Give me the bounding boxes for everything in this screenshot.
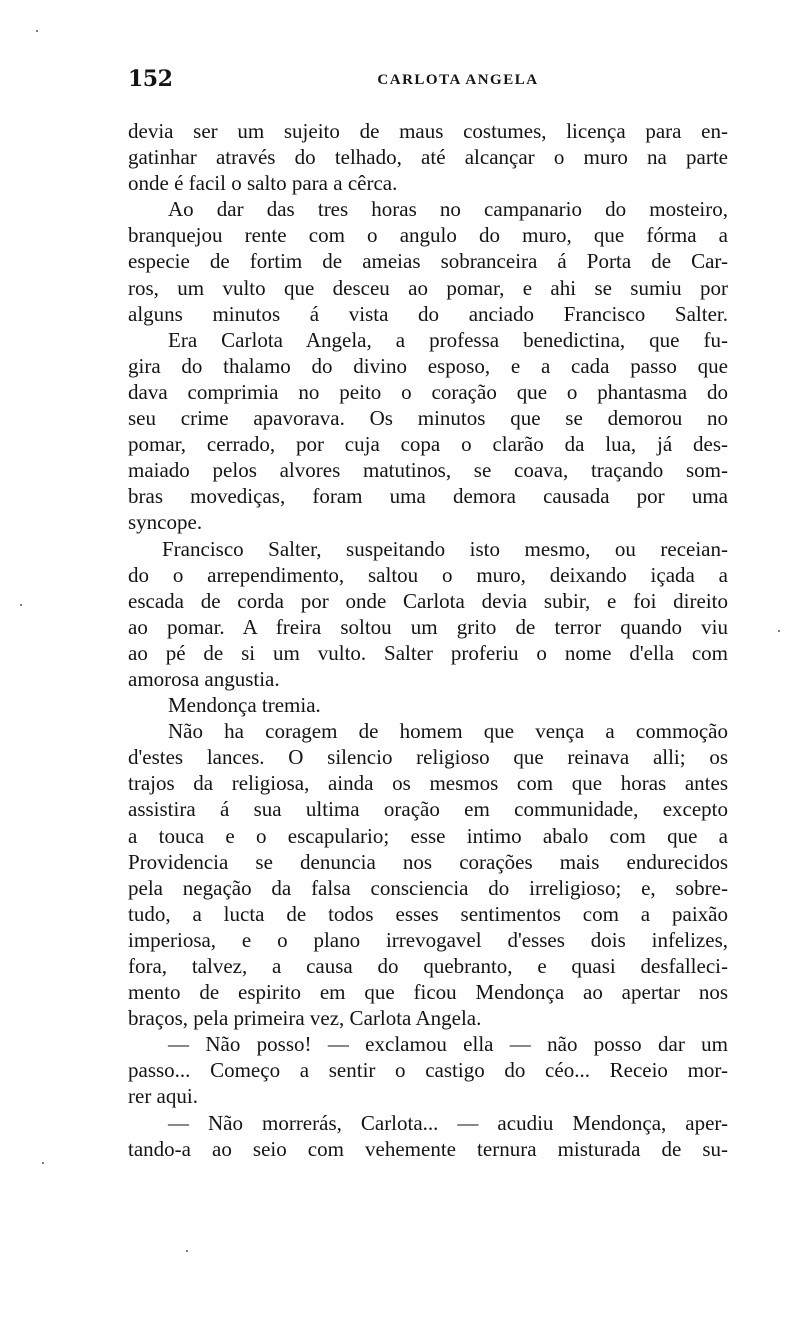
text-line: onde é facil o salto para a cêrca. — [128, 171, 398, 196]
text-line: assistira á sua ultima oração em communidade, excepto — [128, 797, 728, 822]
scan-speck — [778, 630, 780, 632]
text-line: Providencia se denuncia nos corações mais endurecidos — [128, 849, 728, 874]
text-line: Francisco Salter, suspeitando isto mesmo, ou receian- — [162, 536, 728, 561]
text-line: bras movediças, foram uma demora causada por uma — [128, 484, 728, 509]
text-line: d'estes lances. O silencio religioso que reinava alli; os — [128, 745, 728, 770]
scan-speck — [36, 30, 38, 32]
body-text — [128, 118, 728, 1162]
text-line: ao pomar. A freira soltou um grito de terror quando viu — [128, 614, 728, 639]
text-line: maiado pelos alvores matutinos, se coava, traçando som- — [128, 458, 728, 483]
scan-speck — [186, 1250, 188, 1252]
text-line: escada de corda por onde Carlota devia subir, e foi direito — [128, 588, 728, 613]
text-line: pela negação da falsa consciencia do irreligioso; e, sobre- — [128, 875, 728, 900]
text-line: — Não posso! — exclamou ella — não posso dar um — [168, 1032, 728, 1057]
page-header — [128, 66, 728, 96]
text-line: syncope. — [128, 510, 203, 535]
page-number: 152 — [128, 66, 173, 92]
text-line: passo... Começo a sentir o castigo do céo... Receio mor- — [128, 1058, 728, 1083]
text-line: amorosa angustia. — [128, 666, 280, 691]
text-line: rer aqui. — [128, 1084, 198, 1109]
text-line: dava comprimia no peito o coração que o phantasma do — [128, 379, 728, 404]
text-line: tando-a ao seio com vehemente ternura misturada de su- — [128, 1136, 728, 1161]
text-line: braços, pela primeira vez, Carlota Angela. — [128, 1006, 482, 1031]
text-line: fora, talvez, a causa do quebranto, e quasi desfalleci- — [128, 954, 728, 978]
text-line: Ao dar das tres horas no campanario do mosteiro, — [168, 197, 728, 222]
text-line: Era Carlota Angela, a professa benedictina, que fu- — [168, 327, 728, 352]
running-title: CARLOTA ANGELA — [377, 72, 539, 88]
text-line: — Não morrerás, Carlota... — acudiu Mendonça, aper- — [168, 1110, 728, 1135]
text-line: do o arrependimento, saltou o muro, deixando içada a — [128, 562, 728, 587]
text-line: ao pé de si um vulto. Salter proferiu o nome d'ella com — [128, 640, 728, 665]
text-line: mento de espirito em que ficou Mendonça ao apertar nos — [128, 980, 728, 1005]
text-line: pomar, cerrado, por cuja copa o clarão da lua, já des- — [128, 432, 728, 457]
text-line: a touca e o escapulario; esse intimo abalo com que a — [128, 823, 728, 848]
text-line: alguns minutos á vista do anciado Francisco Salter. — [128, 301, 728, 326]
text-line: especie de fortim de ameias sobranceira á Porta de Car- — [128, 249, 728, 274]
text-line: tudo, a lucta de todos esses sentimentos com a paixão — [128, 901, 728, 926]
text-line: gira do thalamo do divino esposo, e a cada passo que — [128, 353, 728, 378]
text-line: Mendonça tremia. — [168, 693, 321, 718]
text-line: trajos da religiosa, ainda os mesmos com que horas antes — [128, 771, 728, 796]
text-line: imperiosa, e o plano irrevogavel d'esses dois infelizes, — [128, 927, 728, 952]
scan-speck — [42, 1162, 44, 1164]
text-line: Não ha coragem de homem que vença a commoção — [168, 719, 728, 744]
text-line: seu crime apavorava. Os minutos que se demorou no — [128, 406, 728, 431]
text-line: branquejou rente com o angulo do muro, que fórma a — [128, 223, 728, 248]
text-line: devia ser um sujeito de maus costumes, licença para en- — [128, 119, 728, 143]
text-line: gatinhar através do telhado, até alcançar o muro na parte — [128, 145, 728, 170]
text-line: ros, um vulto que desceu ao pomar, e ahi se sumiu por — [128, 275, 728, 300]
scan-speck — [20, 604, 22, 606]
